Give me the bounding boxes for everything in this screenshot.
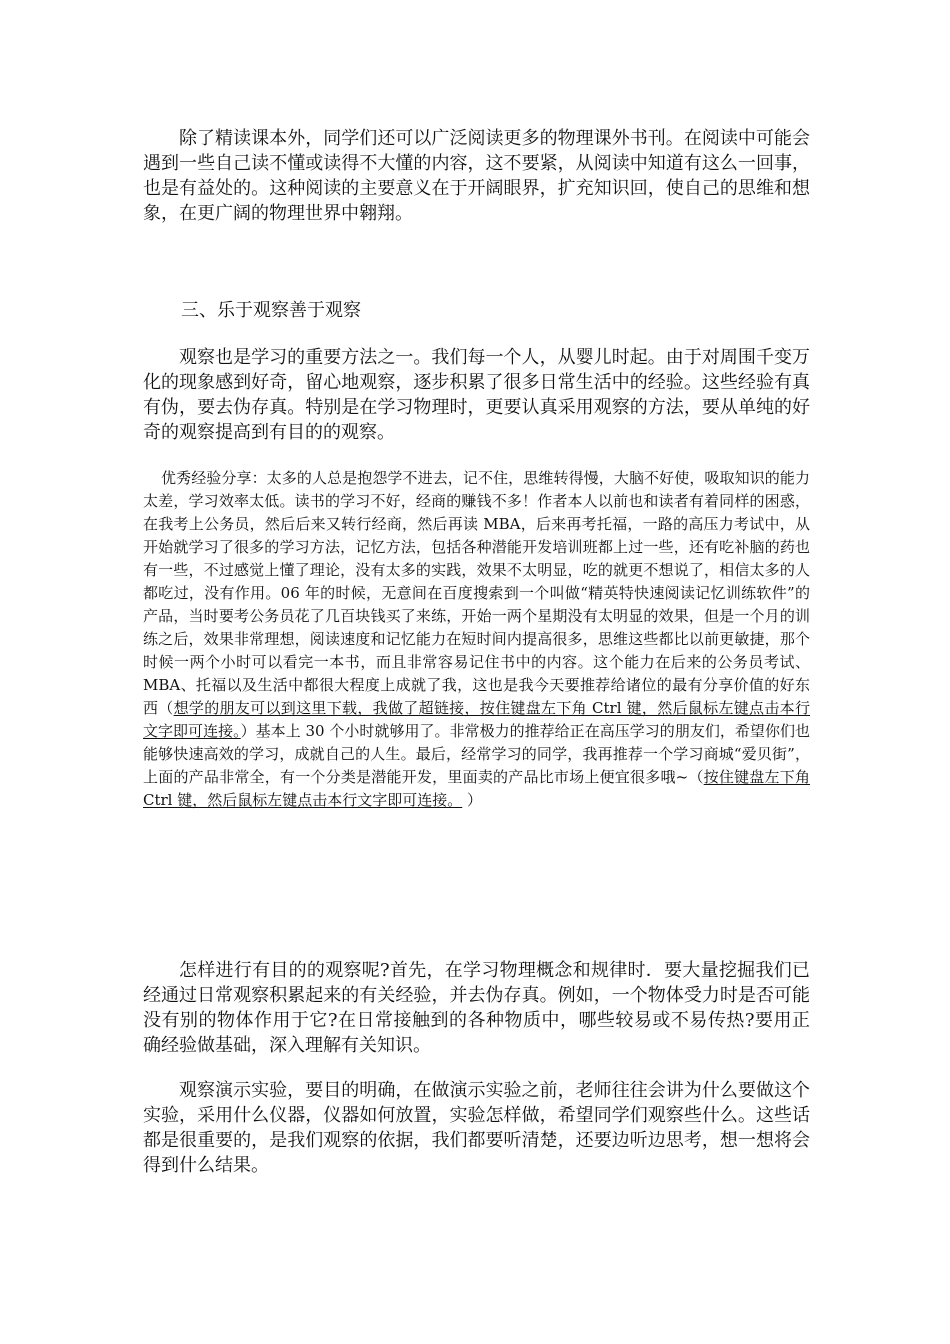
promo-text-3: ） [462, 791, 483, 809]
store-link[interactable]: 按住键盘左下角 Ctrl 键，然后鼠标左键点击本行文字即可连接。 [143, 768, 810, 809]
paragraph-observation: 观察也是学习的重要方法之一。我们每一个人，从婴儿时起。由于对周围千变万化的现象感到好奇，留心地观察，逐步积累了很多日常生活中的经验。这些经验有真有伪，要去伪存真。特别是在学习物理时，更要认真采用观察的方法，要从单纯的好奇的观察提高到有目的的观察。 [143, 347, 810, 443]
paragraph-purposeful-observation: 怎样进行有目的的观察呢?首先，在学习物理概念和规律时．要大量挖掘我们已经通过日常观察积累起来的有关经验，并去伪存真。例如，一个物体受力时是否可能没有别的物体作用于它?在日常接触到的各种物质中，哪些较易或不易传热?要用正确经验做基础，深入理解有关知识。 [143, 960, 810, 1056]
section-heading: 三、乐于观察善于观察 [181, 300, 361, 321]
promo-text-2: ）基本上 30 个小时就够用了。非常极力的推荐给正在高压学习的朋友们，希望你们也能够快速高效的学习，成就自己的人生。最后，经常学习的同学，我再推荐一个学习商城“爱贝街”，上面的产品非常全，有一个分类是潜能开发，里面卖的产品比市场上便宜很多哦~（ [143, 722, 810, 786]
paragraph-demo-experiment: 观察演示实验，要目的明确，在做演示实验之前，老师往往会讲为什么要做这个实验，采用什么仪器，仪器如何放置，实验怎样做，希望同学们观察些什么。这些话都是很重要的，是我们观察的依据，我们都要听清楚，还要边听边思考，想一想将会得到什么结果。 [143, 1080, 810, 1176]
promo-text-1: 优秀经验分享：太多的人总是抱怨学不进去，记不住，思维转得慢，大脑不好使，吸取知识的能力太差，学习效率太低。读书的学习不好，经商的赚钱不多！作者本人以前也和读者有着同样的困惑，在我考上公务员，然后后来又转行经商，然后再读 MBA，后来再考托福，一路的高压力考试中，从开始就学习了很多的学习方法，记忆方法，包括各种潜能开发培训班都上过一些，还有吃补脑的药也有一些，不过感觉上懂了理论，没有太多的实践，效果不太明显，吃的就更不想说了，相信太多的人都吃过，没有作用。06 年的时候，无意间在百度搜索到一个叫做“精英特快速阅读记忆训练软件”的产品，当时要考公务员花了几百块钱买了来练，开始一两个星期没有太明显的效果，但是一个月的训练之后，效果非常理想，阅读速度和记忆能力在短时间内提高很多，思维这些都比以前更敏捷，那个时候一两个小时可以看完一本书，而且非常容易记住书中的内容。这个能力在后来的公务员考试、MBA、托福以及生活中都很大程度上成就了我，这也是我今天要推荐给诸位的最有分享价值的好东西（ [143, 469, 810, 717]
paragraph-reading: 除了精读课本外，同学们还可以广泛阅读更多的物理课外书刊。在阅读中可能会遇到一些自己读不懂或读得不大懂的内容，这不要紧，从阅读中知道有这么一回事，也是有益处的。这种阅读的主要意义在于开阔眼界，扩充知识回，使自己的思维和想象，在更广阔的物理世界中翱翔。 [143, 128, 810, 224]
download-link[interactable]: 想学的朋友可以到这里下载，我做了超链接，按住键盘左下角 Ctrl 键，然后鼠标左键点击本行文字即可连接。 [143, 699, 810, 740]
promo-paragraph [143, 467, 810, 812]
